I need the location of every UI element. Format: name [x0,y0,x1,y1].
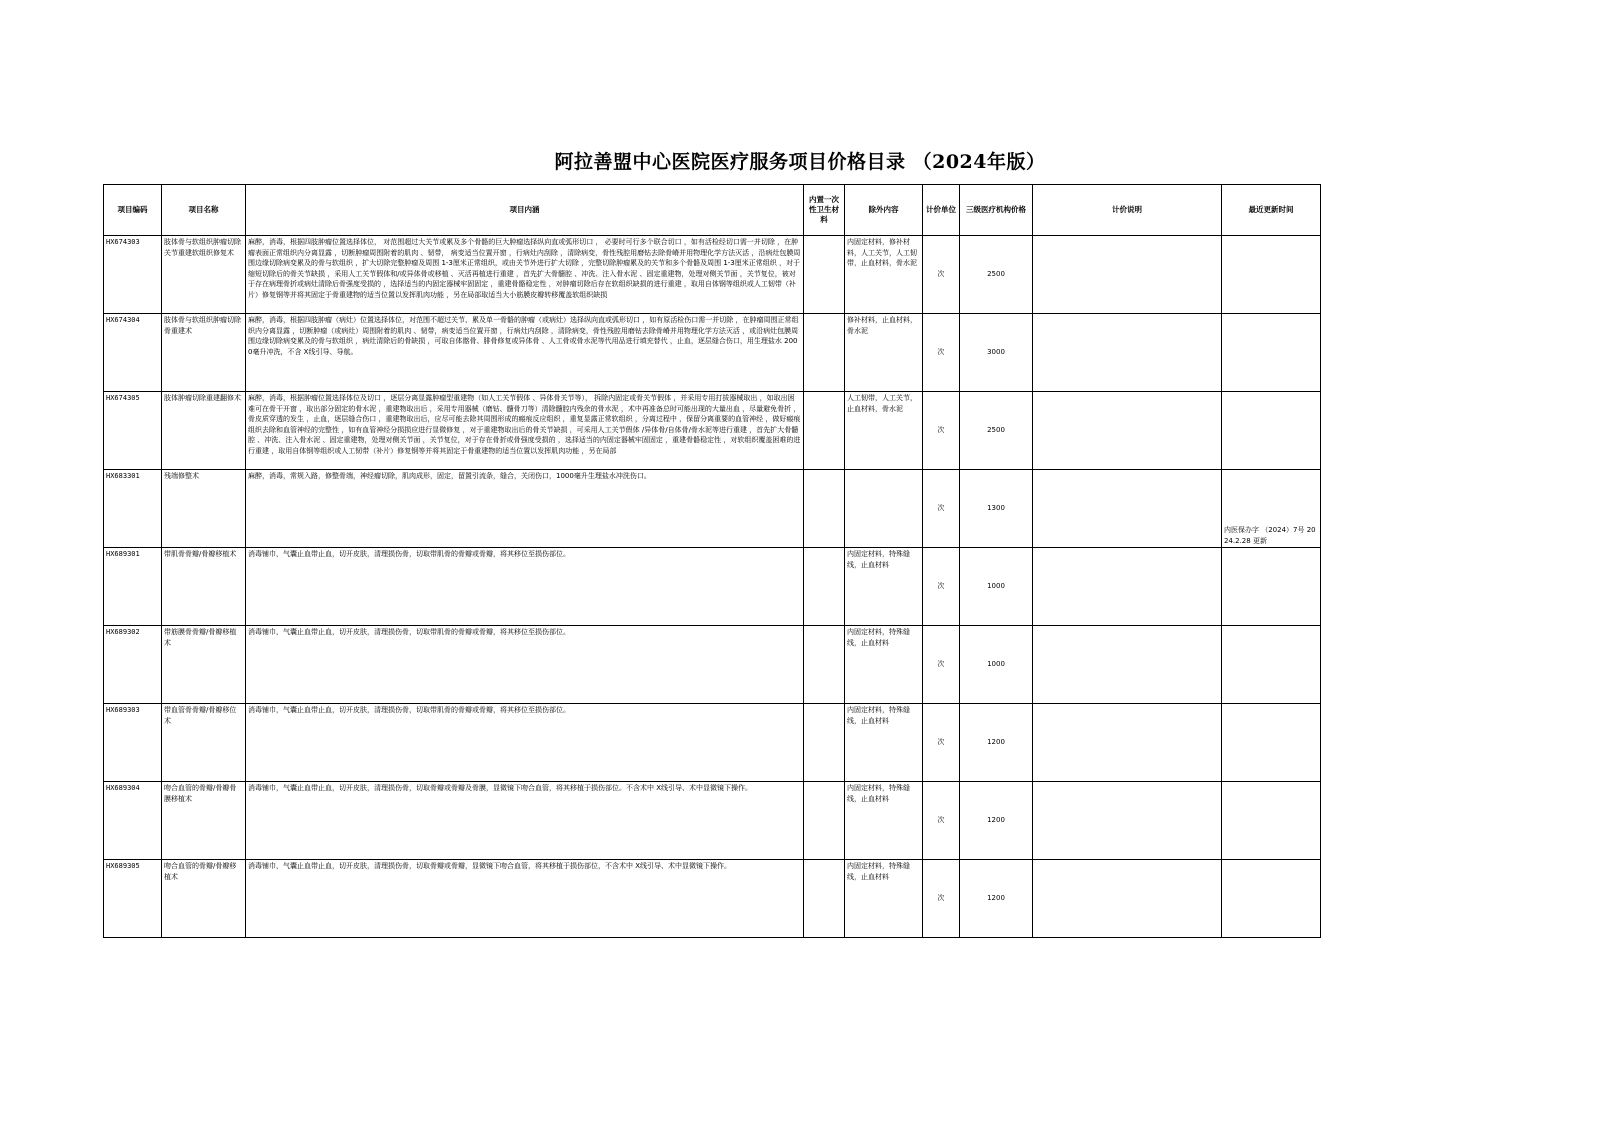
cell-excluded: 内固定材料，特殊缝线，止血材料 [845,782,923,860]
cell-excluded: 内固定材料，特殊缝线，止血材料 [845,860,923,938]
header-code: 项目编码 [104,185,162,236]
cell-updated [1222,392,1321,470]
cell-price: 1200 [960,860,1033,938]
cell-code: HX674303 [104,236,162,314]
cell-disposable [804,314,845,392]
cell-code: HX683301 [104,470,162,548]
table-row [104,782,1321,860]
cell-disposable [804,236,845,314]
cell-disposable [804,470,845,548]
cell-content: 消毒铺巾，气囊止血带止血，切开皮肤，清理损伤骨，切取带肌骨的骨瓣或骨瓣，将其移位至损伤部位。 [246,626,804,704]
cell-updated [1222,860,1321,938]
table-row [104,860,1321,938]
cell-content: 消毒铺巾，气囊止血带止血，切开皮肤，清理损伤骨，切取骨瓣或骨瓣及骨膜，显微镜下吻合血管，将其移植于损伤部位。不含术中 X线引导、术中显微镜下操作。 [246,782,804,860]
cell-code: HX674304 [104,314,162,392]
cell-unit: 次 [923,548,960,626]
cell-note [1033,392,1222,470]
cell-code: HX674305 [104,392,162,470]
table-row [104,314,1321,392]
cell-name: 带筋膜骨骨瓣/骨瓣移植术 [162,626,246,704]
cell-name: 吻合血管的骨瓣/骨瓣移植术 [162,860,246,938]
cell-note [1033,782,1222,860]
cell-excluded: 内固定材料，修补材料，人工关节，人工韧带，止血材料，骨水泥 [845,236,923,314]
cell-price: 1300 [960,470,1033,548]
cell-note [1033,470,1222,548]
table-row [104,236,1321,314]
page-title: 阿拉善盟中心医院医疗服务项目价格目录 （2024年版） [554,151,1046,173]
cell-unit: 次 [923,314,960,392]
cell-content: 麻醉，消毒，根据四肢肿瘤位置选择体位， 对范围超过大关节或累及多个骨骼的巨大肿瘤选择纵向直或弧形切口 ， 必要时可行多个联合切口 ，如有活检经切口需一并切除 ，在肿瘤表面正常组织内分离显露 ，切断肿瘤周围附着的肌肉 、韧带， 病变适当位置开窗 ，行病灶内刮除 ，清除病变，骨性残腔用磨钻去除骨嵴并用物理化学方法灭活 ，沿病灶包膜周围边缘切除病变累及的骨与软组织 ，扩大切除完整肿瘤及周围 1-3厘米正常组织，或由关节外进行扩大切除 ，完整切除肿瘤累及的关节和多个骨骼及周围 1-3厘米正常组织 ，对于缩短切除后的骨关节缺损 ，采用人工关节假体和/或异体骨或移植 、灭活再植进行重建 ，首先扩大骨髓腔 、冲洗、注入骨水泥 、固定重建物，处理对侧关节面 ，关节复位，被对于存在病理骨折或病灶清除后骨强度受损的 ，选择适当的内固定器械牢固固定 ，重建骨骼稳定性 ，对肿瘤切除后存在软组织缺损的进行重建 ，取用自体钢等组织或人工韧带（补片）修复钢等并将其固定于骨重建物的适当位置以发挥肌肉功能 ，另在局部取适当大小筋膜皮瓣转移覆盖软组织缺损 [246,236,804,314]
cell-updated [1222,314,1321,392]
cell-name: 肢体肿瘤切除重建翻修术 [162,392,246,470]
cell-code: HX689301 [104,548,162,626]
cell-price: 2500 [960,236,1033,314]
cell-disposable [804,626,845,704]
cell-price: 2500 [960,392,1033,470]
cell-excluded: 修补材料，止血材料，骨水泥 [845,314,923,392]
header-updated: 最近更新时间 [1222,185,1321,236]
cell-excluded: 内固定材料，特殊缝线，止血材料 [845,626,923,704]
table-row [104,626,1321,704]
cell-code: HX689302 [104,626,162,704]
cell-unit: 次 [923,626,960,704]
cell-unit: 次 [923,470,960,548]
header-disposable: 内置一次性卫生材料 [804,185,845,236]
cell-updated [1222,236,1321,314]
cell-unit: 次 [923,860,960,938]
header-content: 项目内涵 [246,185,804,236]
cell-disposable [804,548,845,626]
header-price: 三级医疗机构价格 [960,185,1033,236]
table-row [104,548,1321,626]
table-row [104,470,1321,548]
cell-note [1033,626,1222,704]
cell-note [1033,704,1222,782]
cell-note [1033,236,1222,314]
table-row [104,704,1321,782]
cell-updated [1222,548,1321,626]
cell-unit: 次 [923,392,960,470]
cell-updated [1222,782,1321,860]
cell-updated: 内医保办字 （2024）7号 2024.2.28 更新 [1222,470,1321,548]
cell-name: 吻合血管的骨瓣/骨瓣骨膜移植术 [162,782,246,860]
cell-disposable [804,704,845,782]
cell-note [1033,314,1222,392]
cell-note [1033,548,1222,626]
table-header-row [104,185,1321,236]
header-excluded: 除外内容 [845,185,923,236]
cell-price: 1200 [960,782,1033,860]
cell-name: 残端修整术 [162,470,246,548]
cell-name: 肢体骨与软组织肿瘤切除骨重建术 [162,314,246,392]
cell-price: 1000 [960,626,1033,704]
cell-price: 1000 [960,548,1033,626]
header-note: 计价说明 [1033,185,1222,236]
cell-updated [1222,704,1321,782]
cell-content: 消毒铺巾，气囊止血带止血，切开皮肤，清理损伤骨，切取带肌骨的骨瓣或骨瓣，将其移位至损伤部位。 [246,704,804,782]
cell-disposable [804,782,845,860]
cell-unit: 次 [923,704,960,782]
cell-content: 消毒铺巾，气囊止血带止血，切开皮肤，清理损伤骨，切取带肌骨的骨瓣或骨瓣，将其移位至损伤部位。 [246,548,804,626]
cell-disposable [804,860,845,938]
cell-price: 1200 [960,704,1033,782]
cell-code: HX689304 [104,782,162,860]
cell-price: 3000 [960,314,1033,392]
cell-excluded: 内固定材料，特殊缝线，止血材料 [845,548,923,626]
header-unit: 计价单位 [923,185,960,236]
cell-content: 消毒铺巾，气囊止血带止血，切开皮肤，清理损伤骨，切取骨瓣或骨瓣，显微镜下吻合血管，将其移植于损伤部位，不含术中 X线引导、术中显微镜下操作。 [246,860,804,938]
cell-code: HX689303 [104,704,162,782]
cell-name: 肢体骨与软组织肿瘤切除关节重建软组织修复术 [162,236,246,314]
price-table [103,184,1321,938]
cell-unit: 次 [923,782,960,860]
cell-excluded: 内固定材料，特殊缝线，止血材料 [845,704,923,782]
cell-unit: 次 [923,236,960,314]
cell-content: 麻醉，消毒，常规入路，修整骨端，神经瘤切除，肌肉成形，固定，留置引流条，缝合，关闭伤口，1000毫升生理盐水冲洗伤口。 [246,470,804,548]
table-row [104,392,1321,470]
cell-code: HX689305 [104,860,162,938]
cell-content: 麻醉，消毒，根据四肢肿瘤（病灶）位置选择体位，对范围不超过关节、累及单一骨骼的肿瘤（或病灶）选择纵向直或弧形切口 ，如有原活检伤口需一并切除 ，在肿瘤周围正常组织内分离显露 ，切断肿瘤（或病灶）周围附着的肌肉 、韧带，病变适当位置开窗 ，行病灶内刮除 ，清除病变，骨性残腔用磨钻去除骨嵴并用物理化学方法灭活 ，或沿病灶包膜周围边缘切除病变累及的骨与软组织 ，病灶清除后的骨缺损 ，可取自体髂骨、腓骨修复或异体骨 、人工骨或骨水泥等代用品进行填充替代 ，止血，逐层缝合伤口，用生理盐水 2000毫升冲洗，不含 X线引导、导航。 [246,314,804,392]
cell-excluded [845,470,923,548]
header-name: 项目名称 [162,185,246,236]
cell-disposable [804,392,845,470]
cell-name: 带肌骨骨瓣/骨瓣移植术 [162,548,246,626]
cell-excluded: 人工韧带，人工关节，止血材料，骨水泥 [845,392,923,470]
cell-updated [1222,626,1321,704]
cell-content: 麻醉，消毒，根据肿瘤位置选择体位及切口 ，逐层分离显露肿瘤型重建物（如人工关节假体 、异体骨关节等）， 拆除内固定或骨关节假体 ，并采用专用打拔器械取出 ，如取出困难可在骨干开窗 ，取出部分固定的骨水泥 ，重建物取出后 ，采用专用器械（磨钻、髓骨刀等）清除髓腔内残余的骨水泥 ，术中再准备总时可能出现的大量出血 ，尽量避免骨折 ，骨皮质穿透的发生 ，止血，逐层缝合伤口 ，重建物取出后，应尽可能去除其周围形成的瘢痕反应组织 ，重复显露正常软组织 ，分离过程中 ，保留分离重要的血管神经 ，做好瘢痕组织去除和血管神经的完整性 ，如有血管神经分损损应进行显微修复 ，对于重建物取出后的骨关节缺损 ，可采用人工关节假体 /异体骨/自体骨/骨水泥等进行重建 ，首先扩大骨髓腔 、冲洗、注入骨水泥 、固定重建物，处理对侧关节面 ，关节复位，对于存在骨折或骨强度受损的 ，选择适当的内固定器械牢固固定 ，重建骨骼稳定性 ，对软组织覆盖困难的进行重建 ，取用自体钢等组织或人工韧带（补片）修复钢等并将其固定于骨重建物的适当位置以发挥肌肉功能 ，另在局部 [246,392,804,470]
cell-name: 带血管骨骨瓣/骨瓣移位术 [162,704,246,782]
cell-note [1033,860,1222,938]
